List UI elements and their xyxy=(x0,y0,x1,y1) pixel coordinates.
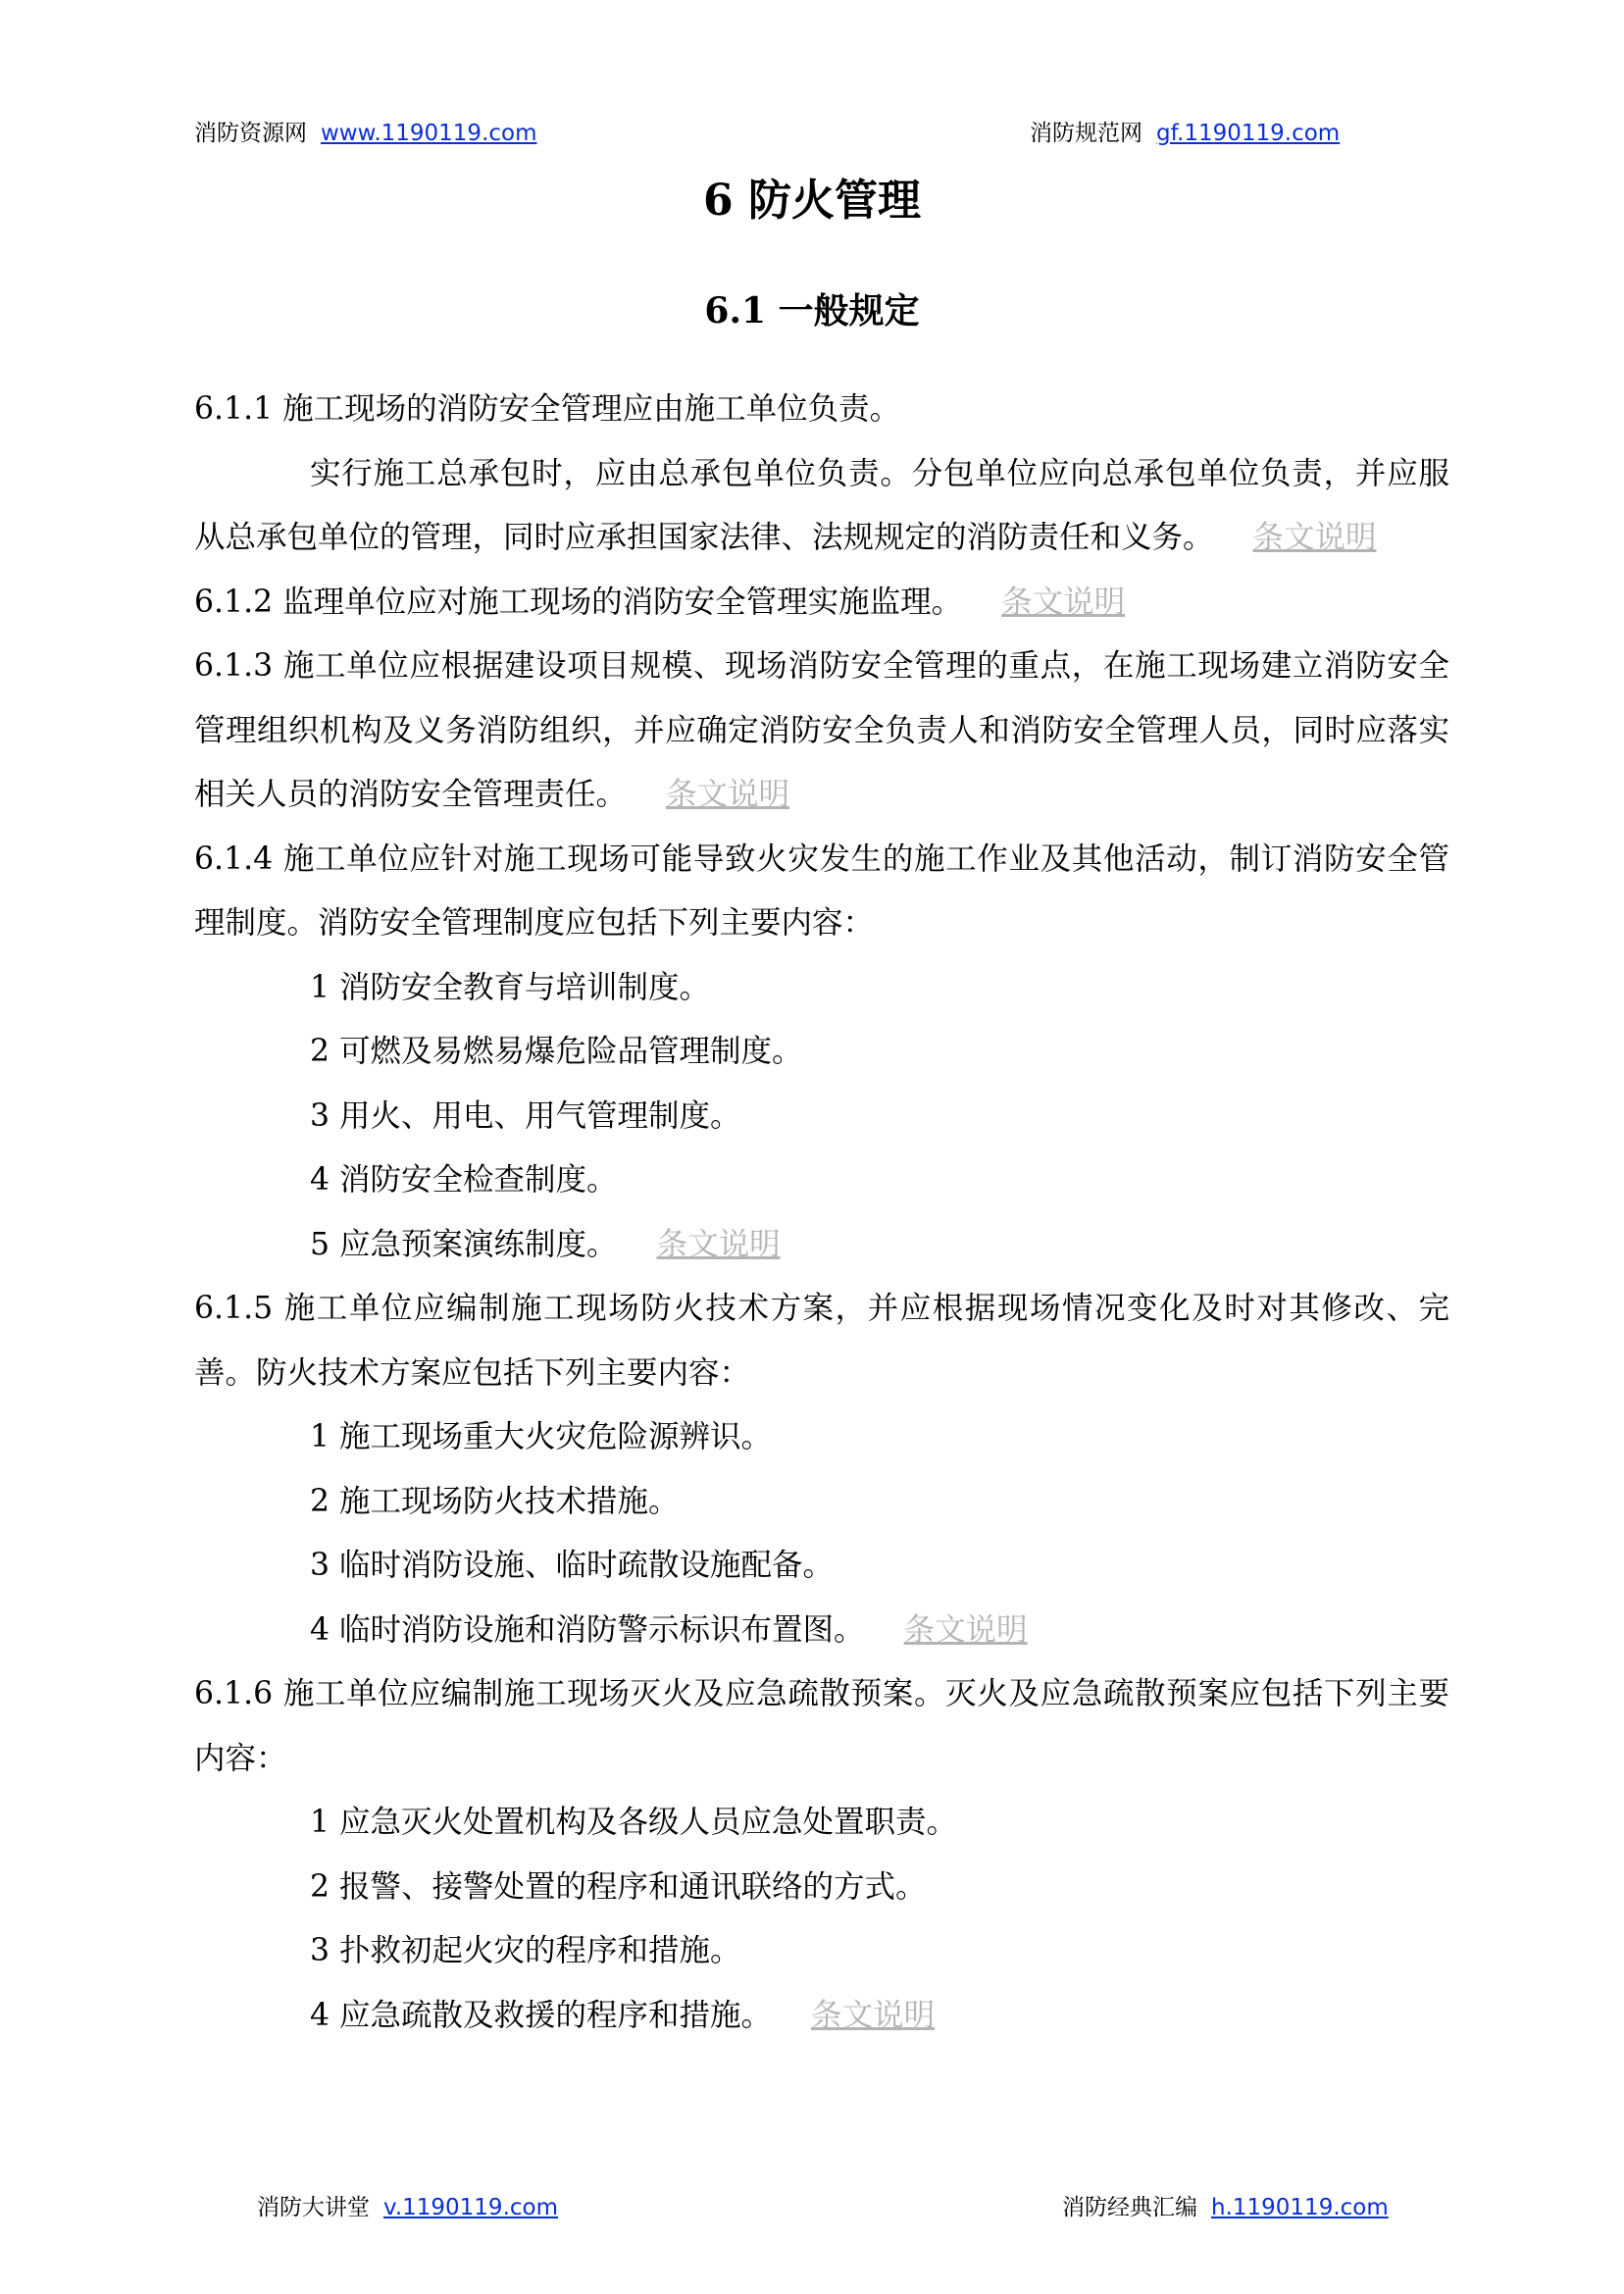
list-item-with-note xyxy=(194,1213,1449,1278)
clause-text: 监理单位应对施工现场的消防安全管理实施监理。 xyxy=(282,584,963,620)
clause-6-1-3 xyxy=(194,635,1449,828)
clause-number: 6.1.3 xyxy=(194,648,274,684)
list-item-text: 4 临时消防设施和消防警示标识布置图。 xyxy=(310,1611,865,1648)
header-spec-link[interactable]: gf.1190119.com xyxy=(1156,121,1341,146)
header-site-link[interactable]: www.1190119.com xyxy=(321,121,537,146)
list-item: 3 临时消防设施、临时疏散设施配备。 xyxy=(310,1548,835,1583)
clause-6-1-1-paragraph xyxy=(194,442,1449,571)
list-item: 3 扑救初起火灾的程序和措施。 xyxy=(310,1933,741,1968)
clause-6-1-4 xyxy=(194,828,1449,956)
list-item: 2 施工现场防火技术措施。 xyxy=(310,1483,680,1519)
clause-number: 6.1.5 xyxy=(194,1291,274,1326)
explanation-link[interactable]: 条文说明 xyxy=(666,777,790,812)
clause-number: 6.1.4 xyxy=(194,841,274,877)
list-item-text: 5 应急预案演练制度。 xyxy=(310,1226,618,1262)
clause-text: 实行施工总承包时，应由总承包单位负责。分包单位应向总承包单位负责，并应服从总承包单位的管理，同时应承担国家法律、法规规定的消防责任和义务。 xyxy=(194,455,1449,555)
footer-compilation-link[interactable]: h.1190119.com xyxy=(1211,2195,1389,2220)
clause-text: 施工单位应针对施工现场可能导致火灾发生的施工作业及其他活动，制订消防安全管理制度。消防安全管理制度应包括下列主要内容： xyxy=(194,841,1449,941)
list-item: 4 消防安全检查制度。 xyxy=(310,1162,618,1198)
header-spec-name: 消防规范网 xyxy=(1030,121,1142,146)
clause-6-1-6 xyxy=(194,1662,1449,1791)
list-item: 1 应急灭火处置机构及各级人员应急处置职责。 xyxy=(310,1805,958,1840)
explanation-link[interactable]: 条文说明 xyxy=(1252,520,1377,555)
footer-lecture-link[interactable]: v.1190119.com xyxy=(383,2195,559,2220)
clause-text: 施工现场的消防安全管理应由施工单位负责。 xyxy=(282,391,901,427)
explanation-link[interactable]: 条文说明 xyxy=(1001,584,1126,620)
document-body xyxy=(194,378,1449,2048)
clause-text: 施工单位应编制施工现场防火技术方案，并应根据现场情况变化及时对其修改、完善。防火技术方案应包括下列主要内容： xyxy=(194,1291,1450,1391)
list-item: 2 可燃及易燃易爆危险品管理制度。 xyxy=(310,1034,803,1069)
page-footer-left xyxy=(257,2193,558,2222)
clause-number: 6.1.1 xyxy=(194,391,274,427)
chapter-title: 6 防火管理 xyxy=(703,176,921,226)
list-item: 2 报警、接警处置的程序和通讯联络的方式。 xyxy=(310,1868,927,1905)
footer-lecture-name: 消防大讲堂 xyxy=(257,2195,370,2220)
clause-6-1-2 xyxy=(194,571,1449,636)
clause-text: 施工单位应编制施工现场灭火及应急疏散预案。灭火及应急疏散预案应包括下列主要内容： xyxy=(194,1676,1449,1776)
page-header-left xyxy=(194,119,537,148)
clause-6-1-1 xyxy=(194,378,1449,442)
list-item-with-note xyxy=(194,1599,1449,1663)
list-item-text: 4 应急疏散及救援的程序和措施。 xyxy=(310,1997,773,2033)
explanation-link[interactable]: 条文说明 xyxy=(811,1997,936,2033)
footer-compilation-name: 消防经典汇编 xyxy=(1062,2195,1197,2220)
list-item: 3 用火、用电、用气管理制度。 xyxy=(310,1097,741,1134)
page-footer-right xyxy=(1062,2193,1389,2222)
clause-number: 6.1.6 xyxy=(194,1676,274,1711)
explanation-link[interactable]: 条文说明 xyxy=(903,1611,1028,1648)
clause-number: 6.1.2 xyxy=(194,584,274,620)
explanation-link[interactable]: 条文说明 xyxy=(656,1226,781,1262)
header-site-name: 消防资源网 xyxy=(194,121,307,146)
list-item: 1 消防安全教育与培训制度。 xyxy=(310,969,711,1005)
section-title: 6.1 一般规定 xyxy=(704,290,920,331)
clause-6-1-5 xyxy=(194,1277,1449,1405)
page-header-right xyxy=(1030,119,1340,148)
clause-text: 施工单位应根据建设项目规模、现场消防安全管理的重点，在施工现场建立消防安全管理组织机构及义务消防组织，并应确定消防安全负责人和消防安全管理人员，同时应落实相关人员的消防安全管理责任。 xyxy=(194,648,1449,812)
list-item: 1 施工现场重大火灾危险源辨识。 xyxy=(310,1419,773,1454)
list-item-with-note xyxy=(194,1984,1449,2049)
